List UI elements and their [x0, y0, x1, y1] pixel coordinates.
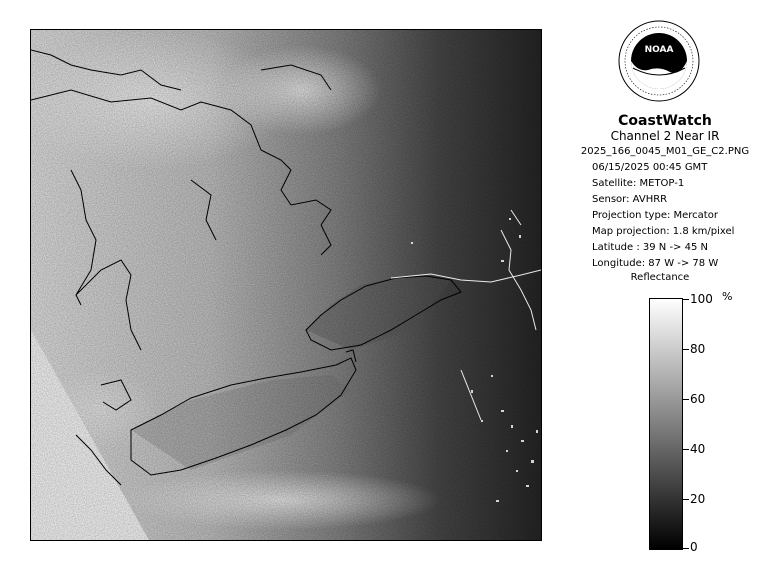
projection-type-label: Projection type: Mercator [592, 210, 718, 221]
scale-tick [683, 399, 689, 400]
scale-label-20: 20 [690, 492, 706, 506]
product-title: CoastWatch [618, 113, 712, 129]
scale-tick [683, 548, 689, 549]
scale-label-40: 40 [690, 442, 706, 456]
scale-tick [683, 299, 689, 300]
latitude-label: Latitude : 39 N -> 45 N [592, 242, 708, 253]
scale-unit: % [722, 290, 733, 303]
longitude-label: Longitude: 87 W -> 78 W [592, 258, 719, 269]
svg-text:NOAA: NOAA [644, 45, 674, 55]
scale-title: Reflectance [630, 272, 690, 283]
scale-label-100: 100 [690, 292, 713, 306]
scale-label-80: 80 [690, 342, 706, 356]
scale-tick [683, 349, 689, 350]
scale-tick [683, 449, 689, 450]
satellite-label: Satellite: METOP-1 [592, 178, 685, 189]
satellite-image [31, 30, 541, 540]
map-projection-label: Map projection: 1.8 km/pixel [592, 226, 735, 237]
scale-label-0: 0 [690, 540, 698, 554]
noaa-logo [618, 20, 700, 102]
sensor-label: Sensor: AVHRR [592, 194, 668, 205]
channel-label: Channel 2 Near IR [610, 129, 720, 143]
scale-tick [683, 499, 689, 500]
datetime-label: 06/15/2025 00:45 GMT [592, 162, 708, 173]
scale-label-60: 60 [690, 392, 706, 406]
filename-label: 2025_166_0045_M01_GE_C2.PNG [580, 146, 750, 157]
satellite-image-panel [30, 29, 542, 541]
reflectance-scale-bar [649, 298, 683, 550]
